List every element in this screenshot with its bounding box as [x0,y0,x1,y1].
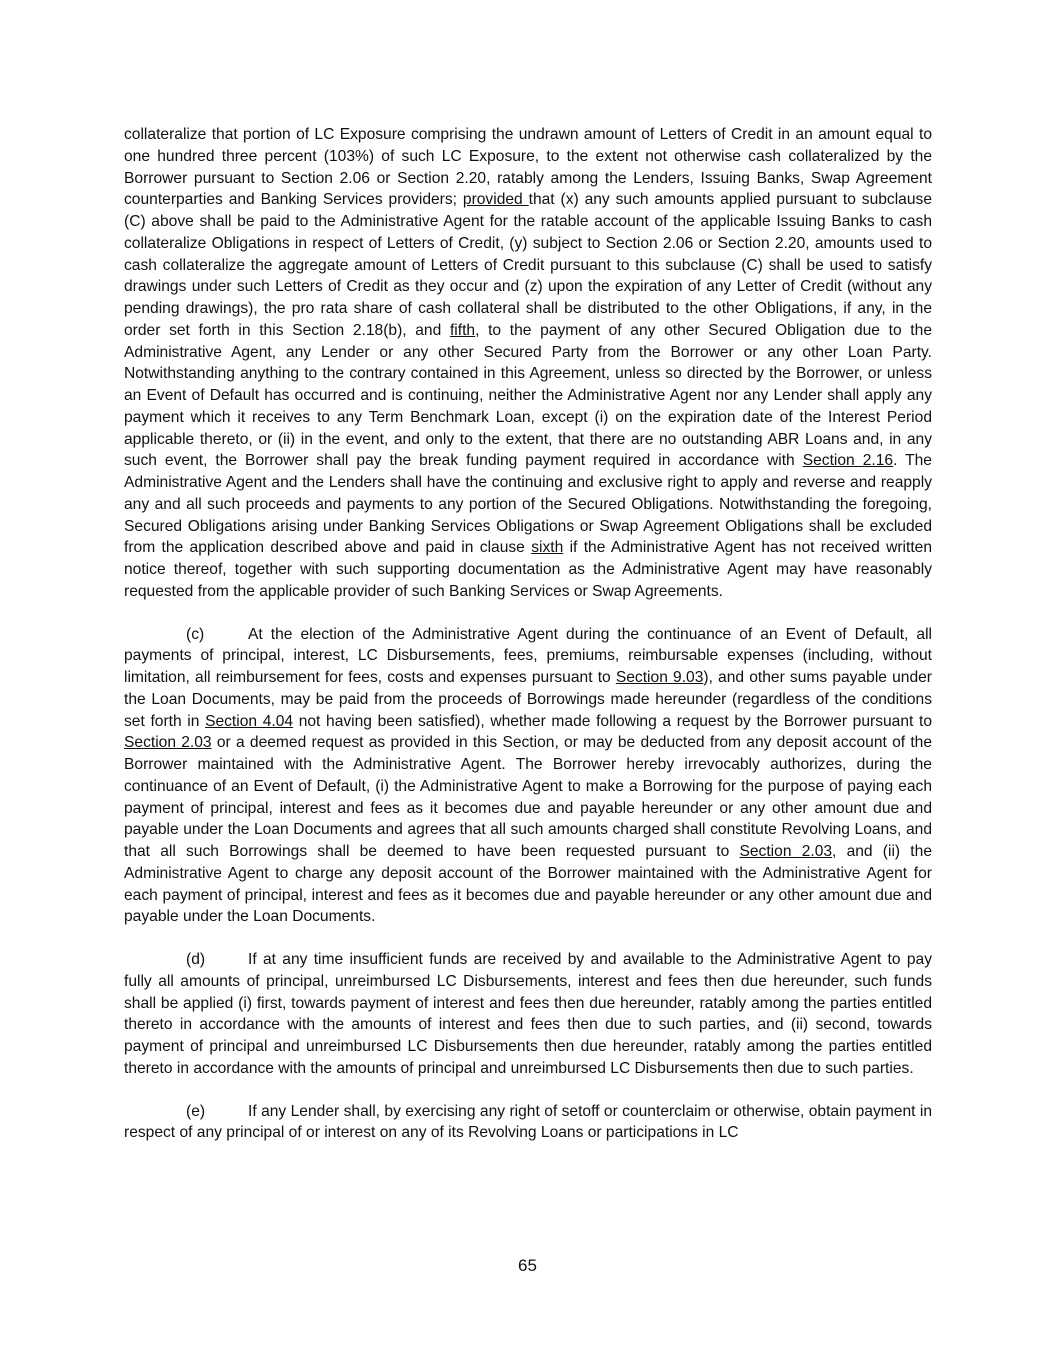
underlined-term-fifth: fifth [449,321,476,339]
text-run: At the election of the Administrative Agent during the continuance of an Event of Default, all payments of principal, interest, LC Disbursements, fees, premiums, reimbursable expenses (including, without limitation, all reimbursement for fees, costs and expenses pursuant to [124,625,932,686]
section-reference-2-03-second: Section 2.03 [739,843,833,860]
paragraph-label-d: (d) [186,951,206,968]
paragraph-c [124,624,932,929]
text-run: not having been satisfied), whether made following a request by the Borrower pursuant to [293,712,932,730]
text-run: If at any time insufficient funds are received by and available to the Administrative Agent to pay fully all amounts of principal, unreimbursed LC Disbursements, interest and fees then due hereunder, such funds shall be applied (i) first, towards payment of interest and fees then due hereunder, ratably among the parties entitled thereto in accordance with the amounts of interest and fees then due to such parties, and (ii) second, towards payment of principal and unreimbursed LC Disbursements then due hereunder, ratably among the parties entitled thereto in accordance with the amounts of principal and unreimbursed LC Disbursements then due to such parties. [124,951,932,1077]
section-reference-9-03: Section 9.03 [615,669,704,686]
text-run: If any Lender shall, by exercising any right of setoff or counterclaim or otherwise, obtain payment in respect of any principal of or interest on any of its Revolving Loans or participations in LC [124,1102,932,1142]
document-page [124,124,932,1144]
paragraph-d [124,949,932,1080]
text-run: , to the payment of any other Secured Obligation due to the Administrative Agent, any Lender or any other Secured Party from the Borrower or any other Loan Party. Notwithstanding anything to the contrary contained in this Agreement, unless so directed by the Borrower, or unless an Event of Default has occurred and is continuing, neither the Administrative Agent nor any Lender shall apply any payment which it receives to any Term Benchmark Loan, except (i) on the expiration date of the Interest Period applicable thereto, or (ii) in the event, and only to the extent, that there are no outstanding ABR Loans and, in any such event, the Borrower shall pay the break funding payment required in accordance with [124,321,932,470]
page-number: 65 [518,1256,537,1275]
text-run: or a deemed request as provided in this Section, or may be deducted from any deposit account of the Borrower maintained with the Administrative Agent. The Borrower hereby irrevocably authorizes, during the continuance of an Event of Default, (i) the Administrative Agent to make a Borrowing for the purpose of paying each payment of principal, interest and fees as it becomes due and payable hereunder or any other amount due and payable under the Loan Documents and agrees that all such amounts charged shall constitute Revolving Loans, and that all such Borrowings shall be deemed to have been requested pursuant to [124,734,933,860]
underlined-term-provided: provided [462,191,529,209]
section-reference-2-16: Section 2.16 [802,452,894,470]
paragraph-label-e: (e) [186,1102,206,1120]
paragraph-label-c: (c) [186,625,205,643]
paragraph-e [124,1101,932,1145]
text-run: collateralize that portion of LC Exposure comprising the undrawn amount of Letters of Credit in an amount equal to one hundred three percent (103%) of such LC Exposure, to the extent not otherwise cash collateralized by the Borrower pursuant to Section 2.06 or Section 2.20, ratably among the Lenders, Issuing Banks, Swap Agreement counterparties and Banking Services providers; [124,126,932,209]
text-run: , and (ii) the Administrative Agent to charge any deposit account of the Borrower maintained with the Administrative Agent for each payment of principal, interest and fees as it becomes due and payable hereunder or any other amount due and payable under the Loan Documents. [124,843,932,926]
text-run: if the Administrative Agent has not received written notice thereof, together with such supporting documentation as the Administrative Agent may have reasonably requested from the applicable provider of such Banking Services or Swap Agreements. [124,539,932,600]
section-reference-4-04: Section 4.04 [205,712,294,730]
underlined-term-sixth: sixth [531,539,564,557]
text-run: that (x) any such amounts applied pursuant to subclause (C) above shall be paid to the Administrative Agent for the ratable account of the applicable Issuing Banks to cash collateralize Obligations in respect of Letters of Credit, (y) subject to Section 2.06 or Section 2.20, amounts used to cash collateralize the aggregate amount of Letters of Credit pursuant to this subclause (C) shall be used to satisfy drawings under such Letters of Credit as they occur and (z) upon the expiration of any Letter of Credit (without any pending drawings), the pro rata share of cash collateral shall be distributed to the other Obligations, if any, in the order set forth in this Section 2.18(b), and [124,191,932,339]
section-reference-2-03: Section 2.03 [124,734,212,752]
text-run: . The Administrative Agent and the Lenders shall have the continuing and exclusive right to apply and reverse and reapply any and all such proceeds and payments to any portion of the Secured Obligations. Notwithstanding the foregoing, Secured Obligations arising under Banking Services Obligations or Swap Agreement Obligations shall be excluded from the application described above and paid in clause [124,452,932,557]
paragraph-b-continuation [124,124,932,603]
text-run: ), and other sums payable under the Loan Documents, may be paid from the proceeds of Borrowings made hereunder (regardless of the conditions set forth in [124,669,932,730]
